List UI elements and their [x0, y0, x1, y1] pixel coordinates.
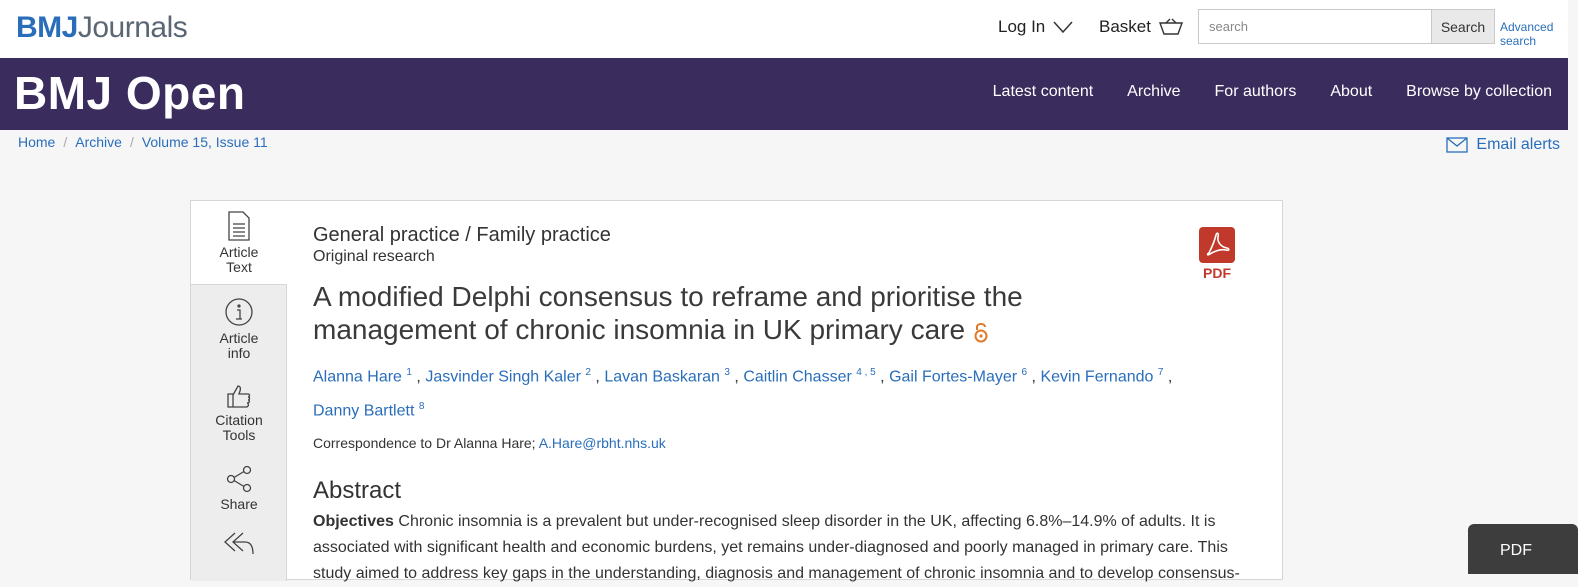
affiliation-sup[interactable]: 6 [1021, 367, 1028, 378]
author-link[interactable]: Danny Bartlett [313, 402, 415, 420]
search-button[interactable]: Search [1431, 9, 1495, 44]
advanced-search-link[interactable]: Advanced search [1500, 20, 1554, 48]
article-title [313, 280, 1033, 346]
author-link[interactable]: Kevin Fernando [1040, 368, 1154, 386]
sidebar-label: Citation [215, 412, 263, 428]
affiliation-sup[interactable]: 1 [406, 367, 412, 378]
search-form [1198, 9, 1495, 44]
email-alerts-link[interactable] [1446, 136, 1560, 154]
breadcrumb-home[interactable]: Home [18, 134, 56, 150]
open-access-icon [973, 321, 989, 343]
basket-button[interactable] [1099, 17, 1183, 37]
nav-for-authors[interactable]: For authors [1214, 83, 1297, 100]
nav-archive[interactable]: Archive [1127, 83, 1181, 100]
affiliation-sup[interactable]: 7 [1157, 367, 1164, 378]
author-link[interactable]: Gail Fortes-Mayer [889, 368, 1018, 386]
sidebar-label: Article [219, 244, 259, 260]
bmj-journals-logo[interactable] [16, 10, 187, 46]
basket-label: Basket [1099, 17, 1151, 36]
logo-journals: Journals [77, 11, 188, 44]
sidebar-label: Share [220, 496, 258, 512]
correspondence-email-link[interactable]: A.Hare@rbht.nhs.uk [538, 434, 666, 451]
info-icon [224, 297, 254, 327]
author-separator: , [1163, 368, 1173, 386]
share-icon [225, 465, 253, 493]
sidebar-label: Tools [222, 427, 256, 443]
top-bar [0, 0, 1568, 58]
author-link[interactable]: Jasvinder Singh Kaler [425, 368, 581, 386]
breadcrumb-separator: / [129, 134, 134, 150]
author-link[interactable]: Alanna Hare [313, 368, 402, 386]
article-card [190, 200, 1283, 580]
author-separator: , [1027, 368, 1041, 386]
envelope-icon [1446, 137, 1468, 153]
nav-menu [993, 83, 1552, 101]
journal-navbar [0, 58, 1568, 130]
nav-latest-content[interactable]: Latest content [992, 83, 1094, 100]
breadcrumb-issue[interactable]: Volume 15, Issue 11 [141, 134, 268, 150]
logo-bmj: BMJ [16, 11, 78, 44]
sidebar-item-article-text[interactable] [191, 201, 287, 285]
objectives-text: Chronic insomnia is a prevalent but under-recognised sleep disorder in the UK, affecting 6.8%–14.9% of adults. It is associated with significant health and economic burdens, yet remains under-diagnosed and poorly managed in primary care. This study aimed to address key gaps in the understanding, diagnosis and management of chronic insomnia and to develop consensus- [313, 512, 1240, 582]
pdf-label: PDF [1203, 265, 1231, 281]
sidebar-label: info [227, 345, 251, 361]
floating-pdf-button[interactable]: PDF [1468, 524, 1578, 574]
affiliation-sup[interactable]: 8 [418, 401, 425, 413]
sidebar-item-citation-tools[interactable] [191, 383, 287, 443]
document-icon [227, 211, 251, 241]
basket-icon [1159, 18, 1183, 36]
article-type: Original research [313, 248, 435, 265]
abstract-objectives [313, 509, 1253, 587]
author-link[interactable]: Caitlin Chasser [743, 368, 852, 386]
article-sidebar [191, 201, 287, 581]
chevron-down-icon [1053, 20, 1073, 34]
affiliation-sup[interactable]: 2 [585, 367, 591, 378]
login-button[interactable] [998, 17, 1073, 37]
author-separator: , [729, 368, 744, 386]
abstract-heading: Abstract [313, 476, 402, 504]
article-section[interactable]: General practice / Family practice [313, 224, 611, 246]
sidebar-label: Text [226, 259, 252, 275]
correspondence-prefix: Correspondence to Dr Alanna Hare; [313, 434, 536, 451]
affiliation-sup[interactable]: 4 , 5 [856, 367, 876, 378]
login-label: Log In [998, 17, 1046, 36]
nav-about[interactable]: About [1330, 83, 1373, 100]
sidebar-item-article-info[interactable] [191, 297, 287, 361]
correspondence [313, 435, 1253, 451]
affiliation-sup[interactable]: 3 [724, 367, 730, 378]
author-list [313, 358, 1193, 427]
search-input[interactable] [1198, 9, 1431, 44]
reply-all-icon [223, 530, 255, 556]
author-separator: , [875, 368, 890, 386]
thumbs-up-icon [226, 383, 252, 409]
objectives-label: Objectives [313, 512, 394, 530]
journal-brand[interactable]: BMJ Open [14, 67, 246, 119]
author-separator: , [411, 368, 426, 386]
breadcrumb [18, 134, 268, 150]
sidebar-item-reply[interactable] [191, 530, 287, 560]
author-link[interactable]: Lavan Baskaran [604, 368, 720, 386]
email-alerts-label: Email alerts [1476, 136, 1560, 153]
sidebar-label: Article [219, 330, 259, 346]
breadcrumb-archive[interactable]: Archive [75, 134, 122, 150]
article-content [313, 223, 1253, 587]
article-title-text: A modified Delphi consensus to reframe and prioritise the management of chronic insomnia in UK primary care [313, 281, 1023, 345]
breadcrumb-separator: / [63, 134, 68, 150]
author-separator: , [590, 368, 605, 386]
nav-browse-by-collection[interactable]: Browse by collection [1406, 83, 1552, 100]
sidebar-item-share[interactable] [191, 465, 287, 512]
